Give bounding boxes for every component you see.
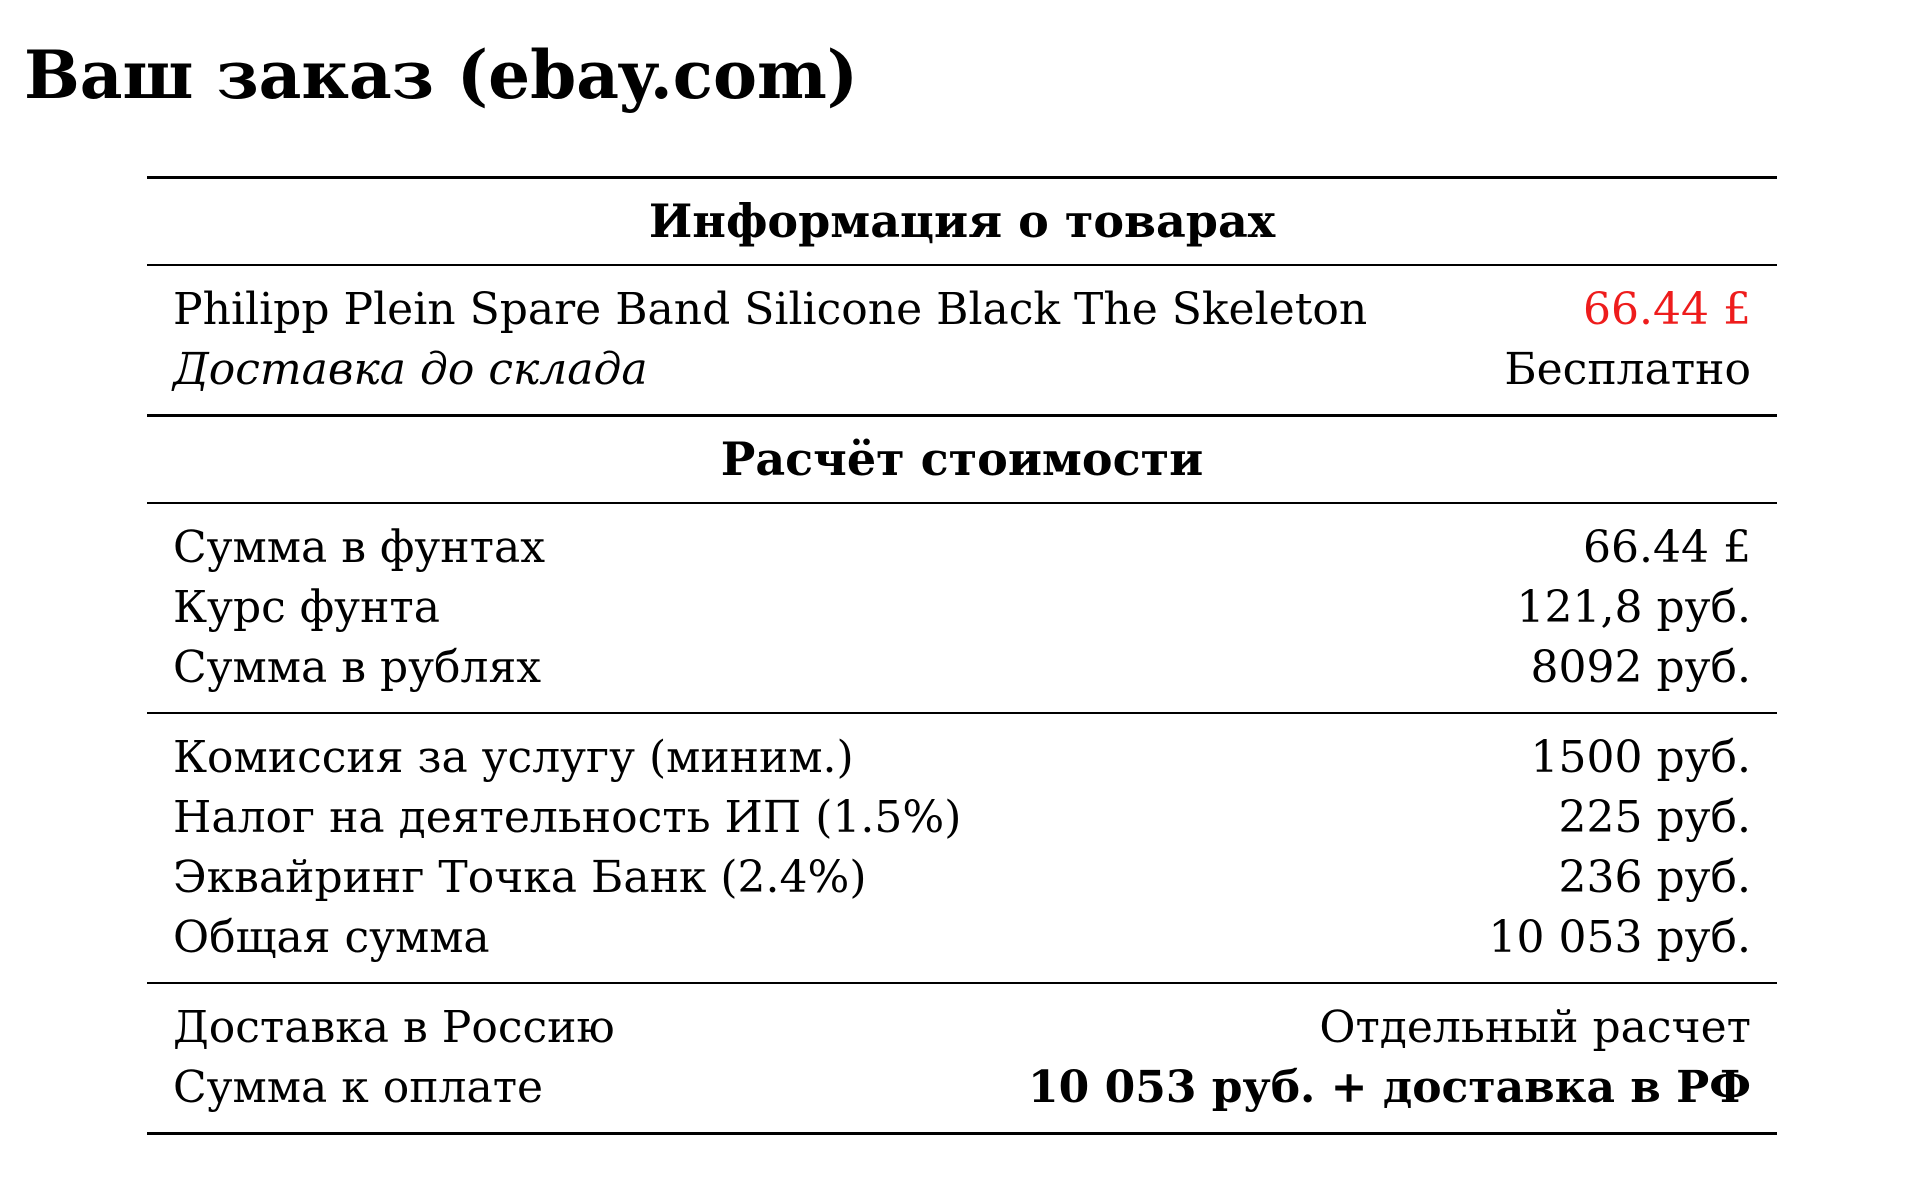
- row-value: 10 053 руб.: [1488, 912, 1751, 963]
- total-row: [173, 908, 1751, 968]
- rubles-sum-row: [173, 638, 1751, 698]
- acquiring-row: [173, 848, 1751, 908]
- row-value: 8092 руб.: [1530, 642, 1751, 693]
- row-label: Эквайринг Точка Банк (2.4%): [173, 852, 867, 903]
- amount-due-row: [173, 1058, 1751, 1118]
- page-title: Ваш заказ (ebay.com): [24, 36, 859, 114]
- table-bottom-rule: [147, 1132, 1777, 1135]
- warehouse-delivery-label: Доставка до склада: [173, 344, 648, 395]
- product-name: Philipp Plein Spare Band Silicone Black The Skeleton: [173, 284, 1368, 335]
- order-summary-table: [147, 176, 1777, 1135]
- row-label: Налог на деятельность ИП (1.5%): [173, 792, 962, 843]
- service-fee-row: [173, 728, 1751, 788]
- row-label: Доставка в Россию: [173, 1002, 615, 1053]
- row-label: Курс фунта: [173, 582, 440, 633]
- row-label: Сумма в рублях: [173, 642, 542, 693]
- row-label: Комиссия за услугу (миним.): [173, 732, 854, 783]
- fees-group: [147, 714, 1777, 982]
- warehouse-delivery-row: [173, 340, 1751, 400]
- exchange-rate-row: [173, 578, 1751, 638]
- amount-due-value: 10 053 руб. + доставка в РФ: [1028, 1062, 1751, 1113]
- row-value: 236 руб.: [1558, 852, 1751, 903]
- row-value: 1500 руб.: [1530, 732, 1751, 783]
- cost-section-header: Расчёт стоимости: [720, 432, 1204, 486]
- row-label: Сумма к оплате: [173, 1062, 544, 1113]
- product-group: [147, 266, 1777, 414]
- row-value: 66.44 £: [1583, 522, 1751, 573]
- tax-row: [173, 788, 1751, 848]
- russia-delivery-row: [173, 998, 1751, 1058]
- row-label: Общая сумма: [173, 912, 490, 963]
- product-row: [173, 280, 1751, 340]
- warehouse-delivery-value: Бесплатно: [1504, 344, 1751, 395]
- row-value: 121,8 руб.: [1516, 582, 1751, 633]
- products-section-header: Информация о товарах: [648, 194, 1276, 248]
- final-group: [147, 984, 1777, 1132]
- product-price: 66.44 £: [1583, 284, 1751, 335]
- conversion-group: [147, 504, 1777, 712]
- row-value: 225 руб.: [1558, 792, 1751, 843]
- row-label: Сумма в фунтах: [173, 522, 546, 573]
- row-value: Отдельный расчет: [1319, 1002, 1751, 1053]
- pounds-sum-row: [173, 518, 1751, 578]
